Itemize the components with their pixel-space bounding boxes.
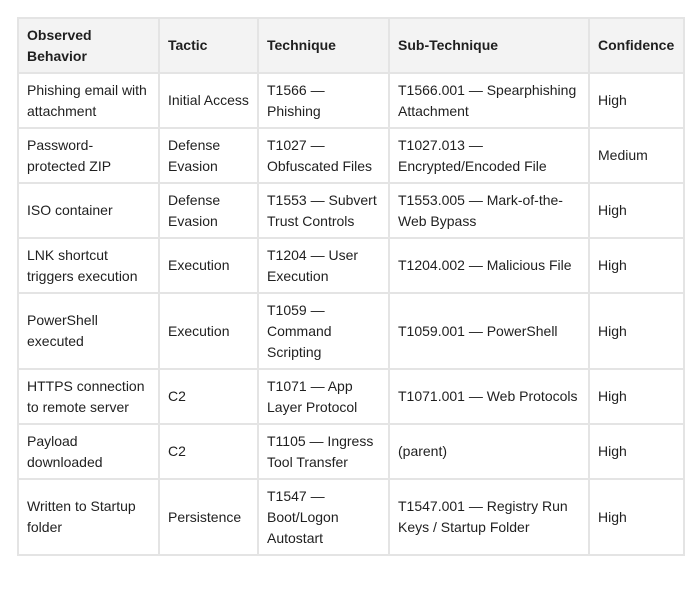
cell-observed-behavior: Phishing email with attachment	[18, 73, 159, 128]
cell-observed-behavior: PowerShell executed	[18, 293, 159, 369]
cell-observed-behavior: LNK shortcut triggers execution	[18, 238, 159, 293]
cell-confidence: Medium	[589, 128, 684, 183]
cell-technique: T1071 — App Layer Protocol	[258, 369, 389, 424]
header-technique: Technique	[258, 18, 389, 73]
table-row	[18, 183, 684, 238]
cell-tactic: Initial Access	[159, 73, 258, 128]
cell-tactic: C2	[159, 369, 258, 424]
cell-tactic: Persistence	[159, 479, 258, 555]
cell-tactic: Defense Evasion	[159, 128, 258, 183]
table-row	[18, 479, 684, 555]
cell-confidence: High	[589, 424, 684, 479]
table-row	[18, 128, 684, 183]
cell-technique: T1553 — Subvert Trust Controls	[258, 183, 389, 238]
table-row	[18, 73, 684, 128]
cell-tactic: Execution	[159, 293, 258, 369]
attack-mapping-table	[17, 17, 685, 556]
table-row	[18, 424, 684, 479]
cell-sub-technique: T1059.001 — PowerShell	[389, 293, 589, 369]
cell-technique: T1027 — Obfuscated Files	[258, 128, 389, 183]
cell-sub-technique: T1547.001 — Registry Run Keys / Startup Folder	[389, 479, 589, 555]
cell-technique: T1204 — User Execution	[258, 238, 389, 293]
cell-observed-behavior: Payload downloaded	[18, 424, 159, 479]
table-container	[17, 17, 683, 556]
cell-technique: T1105 — Ingress Tool Transfer	[258, 424, 389, 479]
cell-confidence: High	[589, 369, 684, 424]
table-row	[18, 369, 684, 424]
header-observed-behavior: Observed Behavior	[18, 18, 159, 73]
cell-technique: T1059 — Command Scripting	[258, 293, 389, 369]
cell-sub-technique: T1071.001 — Web Protocols	[389, 369, 589, 424]
cell-observed-behavior: Written to Startup folder	[18, 479, 159, 555]
cell-sub-technique: T1553.005 — Mark-of-the-Web Bypass	[389, 183, 589, 238]
header-confidence: Confidence	[589, 18, 684, 73]
cell-observed-behavior: HTTPS connection to remote server	[18, 369, 159, 424]
cell-observed-behavior: ISO container	[18, 183, 159, 238]
cell-confidence: High	[589, 479, 684, 555]
cell-sub-technique: T1027.013 — Encrypted/Encoded File	[389, 128, 589, 183]
cell-confidence: High	[589, 73, 684, 128]
cell-technique: T1566 — Phishing	[258, 73, 389, 128]
table-row	[18, 238, 684, 293]
cell-sub-technique: T1566.001 — Spearphishing Attachment	[389, 73, 589, 128]
cell-technique: T1547 — Boot/Logon Autostart	[258, 479, 389, 555]
header-sub-technique: Sub-Technique	[389, 18, 589, 73]
cell-confidence: High	[589, 293, 684, 369]
cell-confidence: High	[589, 238, 684, 293]
cell-sub-technique: (parent)	[389, 424, 589, 479]
cell-confidence: High	[589, 183, 684, 238]
cell-sub-technique: T1204.002 — Malicious File	[389, 238, 589, 293]
cell-observed-behavior: Password-protected ZIP	[18, 128, 159, 183]
cell-tactic: Defense Evasion	[159, 183, 258, 238]
cell-tactic: C2	[159, 424, 258, 479]
cell-tactic: Execution	[159, 238, 258, 293]
table-header-row	[18, 18, 684, 73]
header-tactic: Tactic	[159, 18, 258, 73]
table-row	[18, 293, 684, 369]
